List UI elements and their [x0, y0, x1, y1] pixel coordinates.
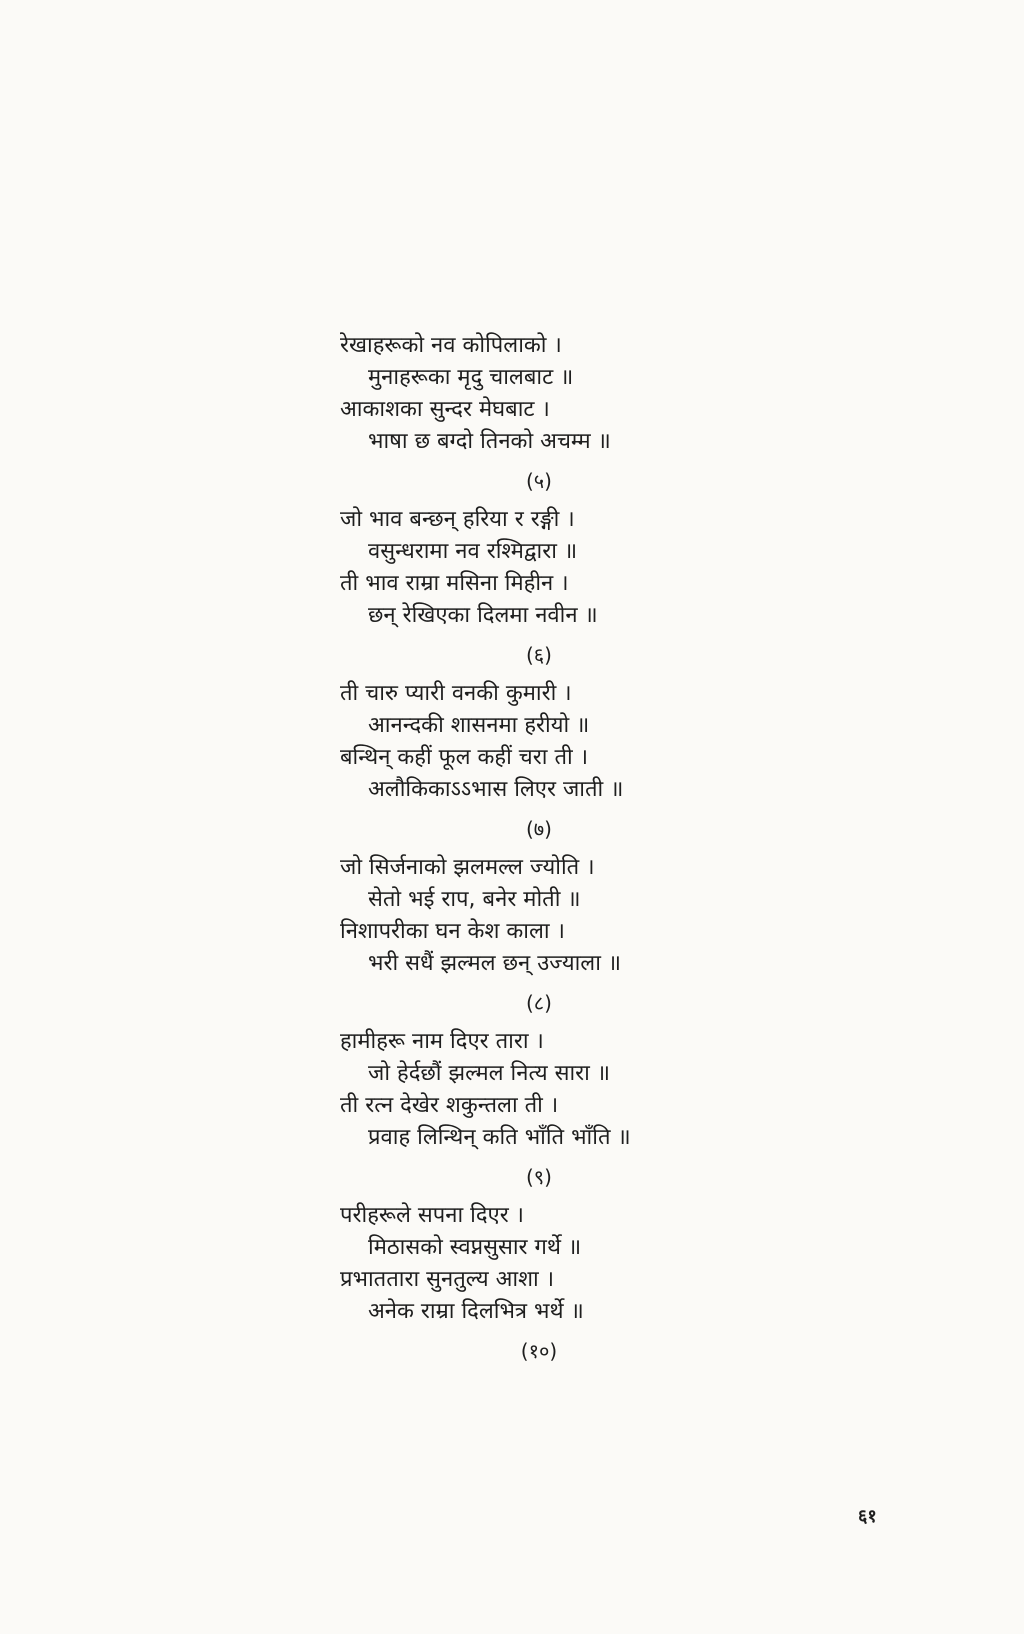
poem-line: रेखाहरूको नव कोपिलाको ।: [340, 333, 562, 358]
stanza-number: (१०): [520, 1339, 558, 1363]
poem-line: निशापरीका घन केश काला ।: [340, 919, 565, 944]
poem-line: छन् रेखिएका दिलमा नवीन ॥: [368, 603, 598, 628]
poem-line: जो सिर्जनाको झलमल्ल ज्योति ।: [340, 855, 595, 880]
stanza-number: (९): [525, 1165, 552, 1189]
poem-line: जो भाव बन्छन् हरिया र रङ्गी ।: [340, 507, 575, 532]
poem-line: ती चारु प्यारी वनकी कुमारी ।: [340, 681, 572, 706]
poem-line: अनेक राम्रा दिलभित्र भर्थे ॥: [368, 1299, 584, 1324]
poem-line: ती भाव राम्रा मसिना मिहीन ।: [340, 571, 569, 596]
poem-line: परीहरूले सपना दिएर ।: [340, 1203, 525, 1228]
poem-line: ती रत्न देखेर शकुन्तला ती ।: [340, 1093, 559, 1118]
poem-line: आकाशका सुन्दर मेघबाट ।: [340, 397, 550, 422]
poem-line: बन्थिन् कहीं फूल कहीं चरा ती ।: [340, 745, 589, 770]
stanza-number: (७): [525, 817, 552, 841]
page-number: ६१: [858, 1506, 877, 1527]
poem-line: वसुन्धरामा नव रश्मिद्वारा ॥: [368, 539, 578, 564]
poem-line: मुनाहरूका मृदु चालबाट ॥: [368, 365, 574, 390]
poem-line: जो हेर्दछौं झल्मल नित्य सारा ॥: [368, 1061, 611, 1086]
poem-line: आनन्दकी शासनमा हरीयो ॥: [368, 713, 590, 738]
poem-line: हामीहरू नाम दिएर तारा ।: [340, 1029, 544, 1054]
poem-line: मिठासको स्वप्नसुसार गर्थे ॥: [368, 1235, 582, 1260]
poem-line: भरी सधैं झल्मल छन् उज्याला ॥: [368, 951, 622, 976]
stanza-number: (५): [525, 469, 552, 493]
poem-line: भाषा छ बग्दो तिनको अचम्म ॥: [368, 429, 611, 454]
poem-line: प्रभाततारा सुनतुल्य आशा ।: [340, 1267, 555, 1292]
poem-line: प्रवाह लिन्थिन् कति भाँति भाँति ॥: [368, 1125, 631, 1150]
poem: [340, 330, 720, 1374]
stanza-number: (६): [525, 643, 552, 667]
poem-line: अलौकिकाऽऽभास लिएर जाती ॥: [368, 777, 624, 802]
stanza-number: (८): [525, 991, 552, 1015]
poem-line: सेतो भई राप, बनेर मोती ॥: [368, 887, 581, 912]
